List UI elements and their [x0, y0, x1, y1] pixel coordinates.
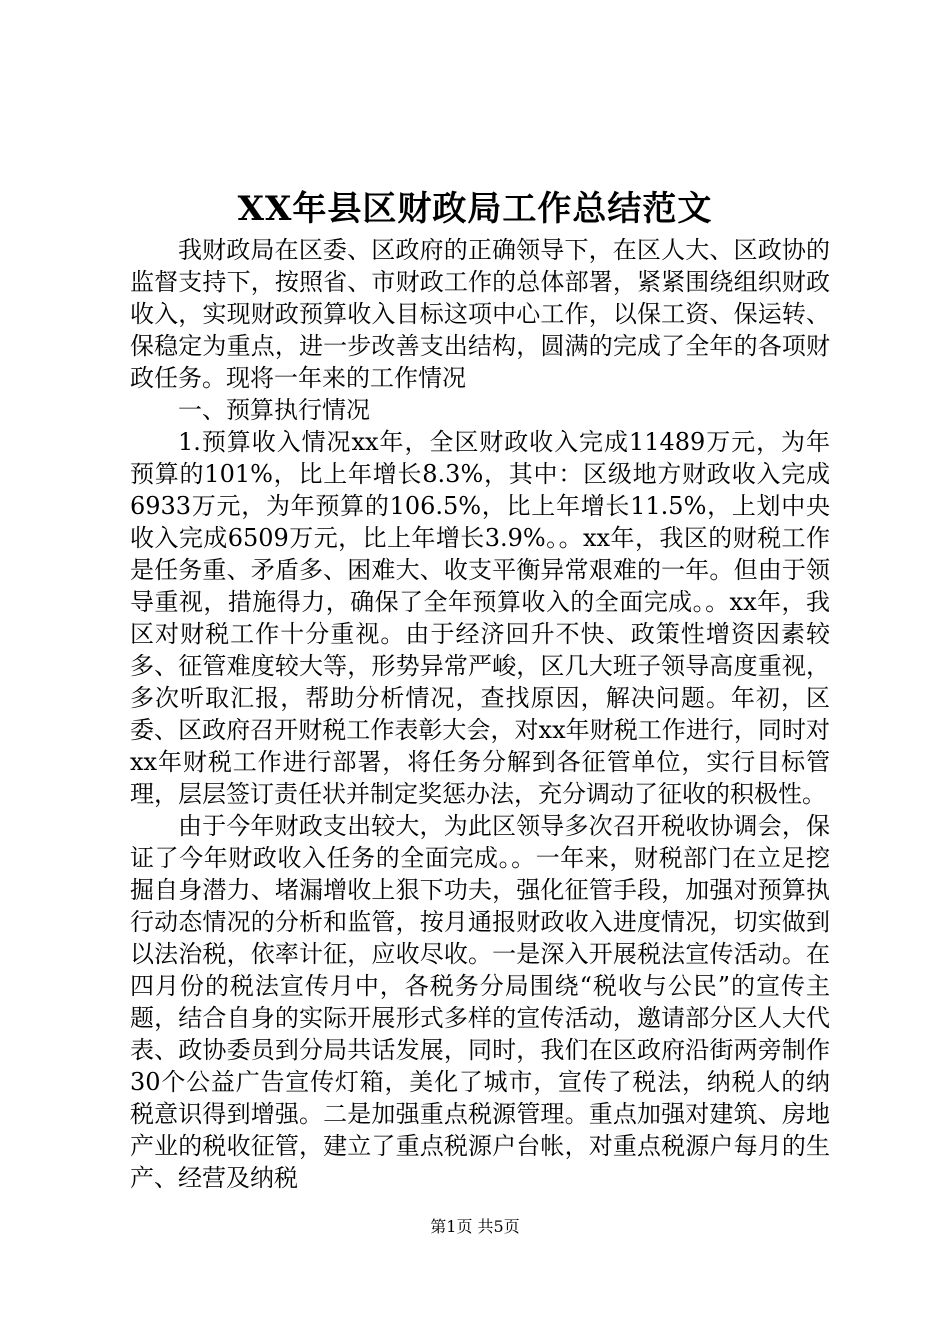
paragraph-tax-collection: 由于今年财政支出较大，为此区领导多次召开税收协调会，保证了今年财政收入任务的全面完成。。一年来，财税部门在立足挖掘自身潜力、堵漏增收上狠下功夫，强化征管手段，加强对预算执行动态情况的分析和监管，按月通报财政收入进度情况，切实做到以法治税，依率计征，应收尽收。一是深入开展税法宣传活动。在四月份的税法宣传月中，各税务分局围绕“税收与公民”的宣传主题，结合自身的实际开展形式多样的宣传活动，邀请部分区人大代表、政协委员到分局共话发展，同时，我们在区政府沿街两旁制作30个公益广告宣传灯箱，美化了城市，宣传了税法，纳税人的纳税意识得到增强。二是加强重点税源管理。重点加强对建筑、房地产业的税收征管，建立了重点税源户台帐，对重点税源户每月的生产、经营及纳税: [130, 812, 830, 1192]
page-number-footer: 第1页 共5页: [430, 1217, 520, 1236]
document-title: XX年县区财政局工作总结范文: [237, 189, 713, 229]
section-heading-budget-execution: 一、预算执行情况: [178, 396, 370, 424]
paragraph-budget-revenue: 1.预算收入情况xx年，全区财政收入完成11489万元，为年预算的101%，比上年增长8.3%，其中：区级地方财政收入完成6933万元，为年预算的106.5%，比上年增长11.5%，上划中央收入完成6509万元，比上年增长3.9%。。xx年，我区的财税工作是任务重、矛盾多、困难大、收支平衡异常艰难的一年。但由于领导重视，措施得力，确保了全年预算收入的全面完成。。xx年，我区对财税工作十分重视。由于经济回升不快、政策性增资因素较多、征管难度较大等，形势异常严峻，区几大班子领导高度重视，多次听取汇报，帮助分析情况，查找原因，解决问题。年初，区委、区政府召开财税工作表彰大会，对xx年财税工作进行，同时对xx年财税工作进行部署，将任务分解到各征管单位，实行目标管理，层层签订责任状并制定奖惩办法，充分调动了征收的积极性。: [130, 428, 830, 808]
document-body: [130, 234, 830, 1194]
paragraph-intro: 我财政局在区委、区政府的正确领导下，在区人大、区政协的监督支持下，按照省、市财政工作的总体部署，紧紧围绕组织财政收入，实现财政预算收入目标这项中心工作，以保工资、保运转、保稳定为重点，进一步改善支出结构，圆满的完成了全年的各项财政任务。现将一年来的工作情况: [130, 236, 830, 392]
